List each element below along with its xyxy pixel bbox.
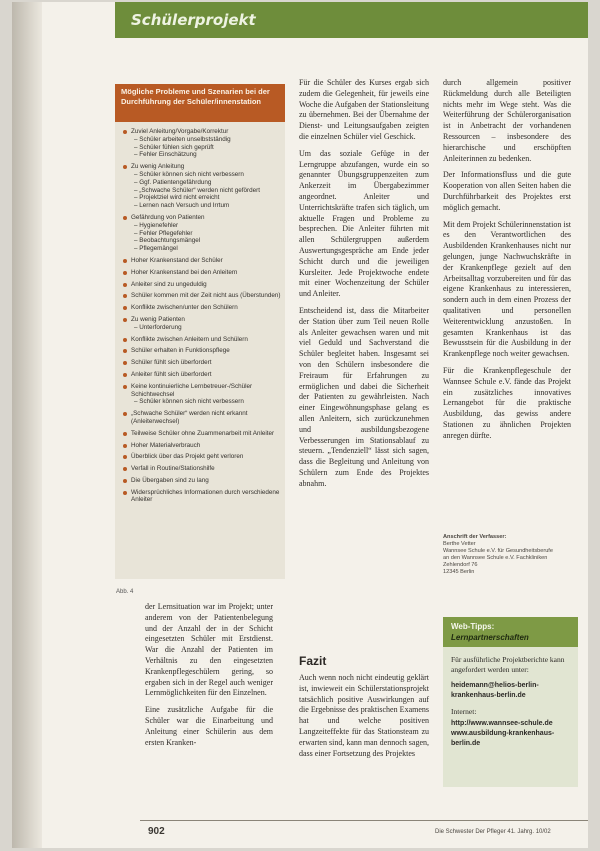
web-tips-heading bbox=[443, 617, 578, 647]
problem-item-text: Zu wenig Patienten bbox=[131, 315, 185, 323]
problem-item bbox=[123, 281, 281, 289]
problem-item bbox=[123, 430, 281, 438]
problem-item-text: Zuviel Anleitung/Vorgabe/Korrektur bbox=[131, 128, 229, 135]
problem-item bbox=[123, 453, 281, 461]
paragraph: Um das soziale Gefüge in der Lerngruppe abzufangen, wurde ein so genannter Übungsgruppenzeiten zum Ankerzeit im Übergabezimmer angeordnet. Anleiter und Unterrichtskräfte trafen sich täglich, um aktuelle Fragen und Probleme zu besprechen. Die Anleiter führten mit allen Schülergruppen außerdem Auswertungsgespräche am Ende jeder Schicht durch und die jeweiligen Kursleiter. Jede Projektwoche endete mit einer Wochenzeitung der Schüler und Anleiter. bbox=[299, 148, 429, 299]
web-tips-heading-plain: Web-Tipps: bbox=[451, 622, 495, 631]
author-line: Zehlendorf 76 bbox=[443, 562, 478, 568]
problem-subitem-text: – Fehler Einschätzung bbox=[134, 151, 197, 159]
problem-item bbox=[123, 128, 281, 159]
problem-item bbox=[123, 465, 281, 473]
problem-item-text: Schüler fühlt sich überfordert bbox=[131, 359, 212, 367]
problem-item-text: Konflikte zwischen Anleitern und Schülern bbox=[131, 335, 248, 343]
magazine-page bbox=[12, 2, 588, 848]
problem-item-text: Hoher Materialverbrauch bbox=[131, 441, 201, 449]
web-tips-heading-em: Lernpartnerschaften bbox=[451, 633, 529, 642]
problems-box bbox=[115, 84, 285, 579]
section-header bbox=[115, 2, 588, 38]
problem-item bbox=[123, 214, 281, 253]
problem-item bbox=[123, 336, 281, 344]
problem-subitem-text: – Pflegemängel bbox=[134, 245, 178, 253]
problem-item-text: Überblick über das Projekt geht verloren bbox=[131, 453, 244, 461]
paragraph: Der Informationsfluss und die gute Kooperation von allen Seiten haben die Durchführbarkeit des Projektes erst möglich gemacht. bbox=[443, 170, 571, 212]
problem-subitem-text: – Lernen nach Versuch und Irrtum bbox=[134, 202, 230, 210]
problem-item-text: Schüler kommen mit der Zeit nicht aus (Überstunden) bbox=[131, 292, 281, 300]
web-link-internet[interactable]: http://www.wannsee-schule.de www.ausbildung-krankenhaus-berlin.de bbox=[451, 720, 555, 747]
problem-item-text: Anleiter sind zu ungeduldig bbox=[131, 280, 207, 288]
problem-item-text: Die Übergaben sind zu lang bbox=[131, 476, 209, 484]
author-label: Anschrift der Verfasser: bbox=[443, 534, 507, 540]
web-link-email[interactable]: heidemann@helios-berlin-krankenhaus-berlin.de bbox=[451, 682, 539, 699]
problem-item-text: Verfall in Routine/Stationshilfe bbox=[131, 465, 215, 473]
problem-subitem-text: – Schüler können sich nicht verbessern bbox=[134, 170, 244, 178]
footer-publication: Die Schwester Der Pfleger 41. Jahrg. 10/02 bbox=[435, 829, 551, 835]
paragraph: der Lernsituation war im Projekt; unter anderem von der Patientenbelegung und der Anzahl der in der Schicht eingesetzten Schüler mit Erstdienst. War die Anzahl der Patienten im Verhältnis zu den eingesetzten Krankenpflegeschülern gering, so ergaben sich in der Regel auch weniger Lernmöglichkeiten für den Einzelnen. bbox=[145, 602, 273, 698]
problem-item bbox=[123, 304, 281, 312]
problem-item-text: Keine kontinuierliche Lernbetreuer-/Schüler Schichtwechsel bbox=[131, 382, 253, 398]
figure-caption: Abb. 4 bbox=[116, 589, 134, 595]
author-line: Wannsee Schule e.V. für Gesundheitsberufe bbox=[443, 548, 553, 554]
problem-subitem-text: – Ggf. Patientengefährdung bbox=[134, 178, 212, 186]
problem-item-text: Widersprüchliches Informationen durch verschiedene Anleiter bbox=[131, 488, 280, 504]
problem-item bbox=[123, 489, 281, 505]
web-tips-intro: Für ausführliche Projektberichte kann angefordert werden unter: bbox=[451, 655, 565, 674]
problem-item bbox=[123, 163, 281, 210]
problem-item bbox=[123, 410, 281, 426]
paragraph: Eine zusätzliche Aufgabe für die Schüler war die Einarbeitung und Anleitung einer Schülerin aus dem ersten Kranken- bbox=[145, 705, 273, 747]
problem-item-text: Konflikte zwischen/unter den Schülern bbox=[131, 304, 238, 312]
fazit-heading: Fazit bbox=[299, 654, 327, 668]
author-line: an den Wannsee Schule e.V. Fachkliniken bbox=[443, 555, 548, 561]
page-binding-shadow bbox=[12, 2, 42, 848]
problem-item bbox=[123, 257, 281, 265]
problem-subitem-text: – „Schwache Schüler“ werden nicht gefördert bbox=[134, 186, 261, 194]
problem-item bbox=[123, 359, 281, 367]
author-line: Berthe Vetter bbox=[443, 541, 476, 547]
problem-subitem-text: – Projektziel wird nicht erreicht bbox=[134, 194, 220, 202]
problem-subitem-text: – Beobachtungsmängel bbox=[134, 237, 201, 245]
problem-item-text: Gefährdung von Patienten bbox=[131, 213, 205, 221]
web-tips-label: Internet: bbox=[451, 707, 477, 716]
paragraph: Mit dem Projekt Schülerinnenstation ist es den Verantwortlichen des Ausbildenden Krankenhauses nicht nur gelungen, junge Nachwuchskräfte in der Krankenpflege gezielt auf den Arbeitsalltag vorzubereiten und für das eigene Krankenhaus zu interessieren, sondern auch in dem einen Prozess der qualitativen und personellen Weiterentwicklung anzustoßen. In gesamten Krankenhaus ist das Bewusstsein für die Ausbildung in der Krankenpflege noch weiter gewachsen. bbox=[443, 219, 571, 359]
problem-item-text: Anleiter fühlt sich überfordert bbox=[131, 370, 212, 378]
web-tips-box bbox=[443, 617, 578, 787]
problem-item bbox=[123, 292, 281, 300]
problem-subitem-text: – Schüler können sich nicht verbessern bbox=[134, 398, 244, 406]
problem-item bbox=[123, 316, 281, 332]
problem-item bbox=[123, 347, 281, 355]
footer-divider bbox=[140, 820, 588, 821]
problem-item bbox=[123, 371, 281, 379]
problem-item-text: Hoher Krankenstand der Schüler bbox=[131, 256, 223, 264]
problem-item-text: Schüler erhalten in Funktionspflege bbox=[131, 347, 230, 355]
paragraph: durch allgemein positiver Rückmeldung durch alle Beteiligten nichts mehr im Wege steht. Was die Weiterführung der Schülerorganisation ist in Anbetracht der vorhandenen Ressourcen – insbesondere des hierarchische und erschöpften Anleiterinnen zu bedenken. bbox=[443, 78, 571, 163]
paragraph: Für die Krankenpflegeschule der Wannsee Schule e.V. fände das Projekt ein zusätzliches innovatives Lernangebot für die praktische Ausbildung, das gewiss andere Stationen zu ähnlichen Projekten anregen dürfte. bbox=[443, 365, 571, 440]
paragraph: Auch wenn noch nicht eindeutig geklärt ist, inwieweit ein Schülerstationsprojekt tatsächlich positive Auswirkungen auf die Ergebnisse des praktischen Examens hat und welche positiven Langzeiteffekte für das Stationsteam zu erwarten sind, kann man dennoch sagen, dass einer Fortsetzung des Projektes bbox=[299, 673, 429, 758]
problem-item bbox=[123, 383, 281, 406]
text-column-middle bbox=[299, 78, 429, 495]
problem-subitem-text: – Fehler Pflegefehler bbox=[134, 229, 193, 237]
author-address bbox=[443, 534, 571, 576]
problem-subitem-text: – Unterforderung bbox=[134, 323, 182, 331]
text-column-right bbox=[443, 78, 571, 448]
paragraph: Entscheidend ist, dass die Mitarbeiter der Station über zum Teil neuen Rolle als Anleiter gewachsen waren und mit viel Geduld und Sachverstand die Schüler begleitet haben. Insgesamt sei von den Schülern insbesondere die Freiraum für Erfahrungen zu ermöglichen und dabei die Sicherheit der Patienten zu gewährleisten. Nach einer Eingewöhnungsphase gelang es allen Anleitern, sich zurückzunehmen und ausbildungsbezogene Verbesserungen im Stationsablauf zu steuern. „Tendenziell“ lässt sich sagen, dass die Begleitung und Anleitung von Schülern zum Ende des Projektes abnahm. bbox=[299, 305, 429, 488]
problem-item bbox=[123, 477, 281, 485]
author-line: 12345 Berlin bbox=[443, 569, 475, 575]
problem-item bbox=[123, 442, 281, 450]
problem-subitem-text: – Schüler arbeiten unselbstständig bbox=[134, 135, 231, 143]
text-column-left bbox=[145, 602, 273, 754]
problems-list bbox=[123, 128, 281, 508]
page-number: 902 bbox=[148, 826, 165, 837]
fazit-text bbox=[299, 673, 429, 765]
paragraph: Für die Schüler des Kurses ergab sich zudem die Gelegenheit, für jeweils eine Woche die Aufgaben der Stationsleitung zu übernehmen. Bei der Übernahme der Dienst- und Leitungsaufgaben zeigten die einzelnen Schüler viel Geschick. bbox=[299, 78, 429, 141]
problem-subitem-text: – Schüler fühlen sich geprüft bbox=[134, 143, 214, 151]
section-title: Schülerprojekt bbox=[131, 11, 256, 29]
problems-box-heading: Mögliche Probleme und Szenarien bei der Durchführung der Schüler/innenstation bbox=[115, 84, 285, 122]
problem-item-text: Teilweise Schüler ohne Zuammenarbeit mit Anleiter bbox=[131, 429, 275, 437]
problem-item-text: Hoher Krankenstand bei den Anleitern bbox=[131, 268, 238, 276]
web-tips-body bbox=[451, 655, 573, 755]
problem-item-text: „Schwache Schüler“ werden nicht erkannt (Anleiterwechsel) bbox=[131, 410, 248, 425]
problem-subitem-text: – Hygienefehler bbox=[134, 221, 179, 229]
problem-item-text: Zu wenig Anleitung bbox=[131, 163, 185, 171]
problem-item bbox=[123, 269, 281, 277]
